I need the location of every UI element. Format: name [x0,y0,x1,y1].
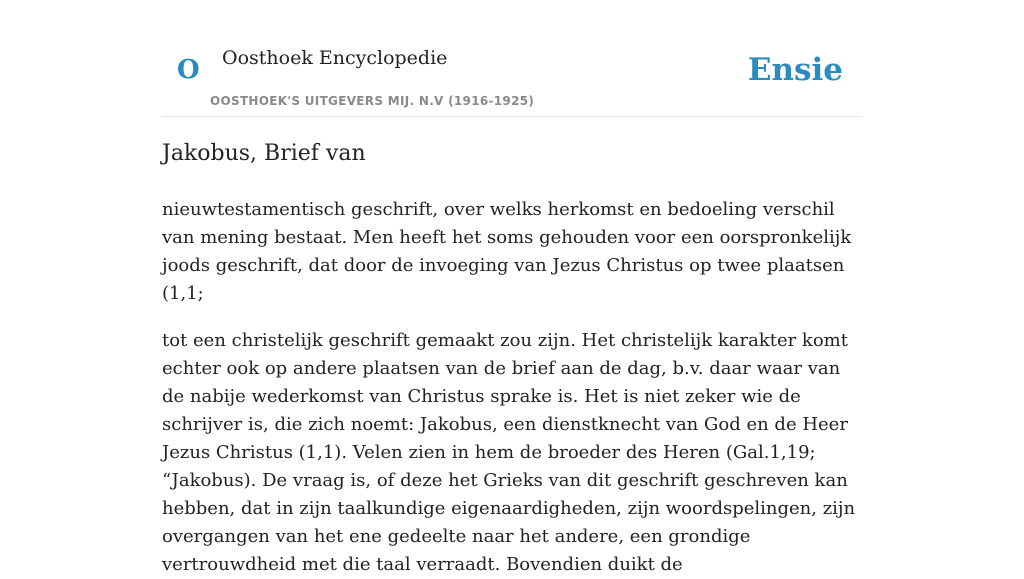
publisher-subtitle: OOSTHOEK'S UITGEVERS MIJ. N.V (1916-1925) [210,94,535,108]
article [162,136,864,579]
article-paragraph: tot een christelijk geschrift gemaakt zou zijn. Het christelijk karakter komt echter ook op andere plaatsen van de brief aan de dag, b.v. daar waar van de nabije wederkomst van Christus sprake is. Het is niet zeker wie de schrijver is, die zich noemt: Jakobus, een dienstknecht van God en de Heer Jezus Christus (1,1). Velen zien in hem de broeder des Heren (Gal.1,19; “Jakobus). De vraag is, of deze het Grieks van dit geschrift geschreven kan hebben, dat in zijn taalkundige eigenaardigheden, zijn woordspelingen, zijn overgangen van het ene gedeelte naar het andere, een grondige vertrouwdheid met die taal verraadt. Bovendien duikt de [162,330,856,575]
site-header [162,0,862,117]
article-title: Jakobus, Brief van [162,141,366,166]
ensie-brand-link[interactable]: Ensie [747,52,843,88]
article-paragraph: nieuwtestamentisch geschrift, over welks herkomst en bedoeling verschil van mening bestaat. Men heeft het soms gehouden voor een oorspronkelijk joods geschrift, dat door de invoeging van Jezus Christus op twee plaatsen (1,1; [162,199,852,304]
oosthoek-logo[interactable]: O [177,55,200,85]
site-name: Oosthoek Encyclopedie [222,47,448,69]
